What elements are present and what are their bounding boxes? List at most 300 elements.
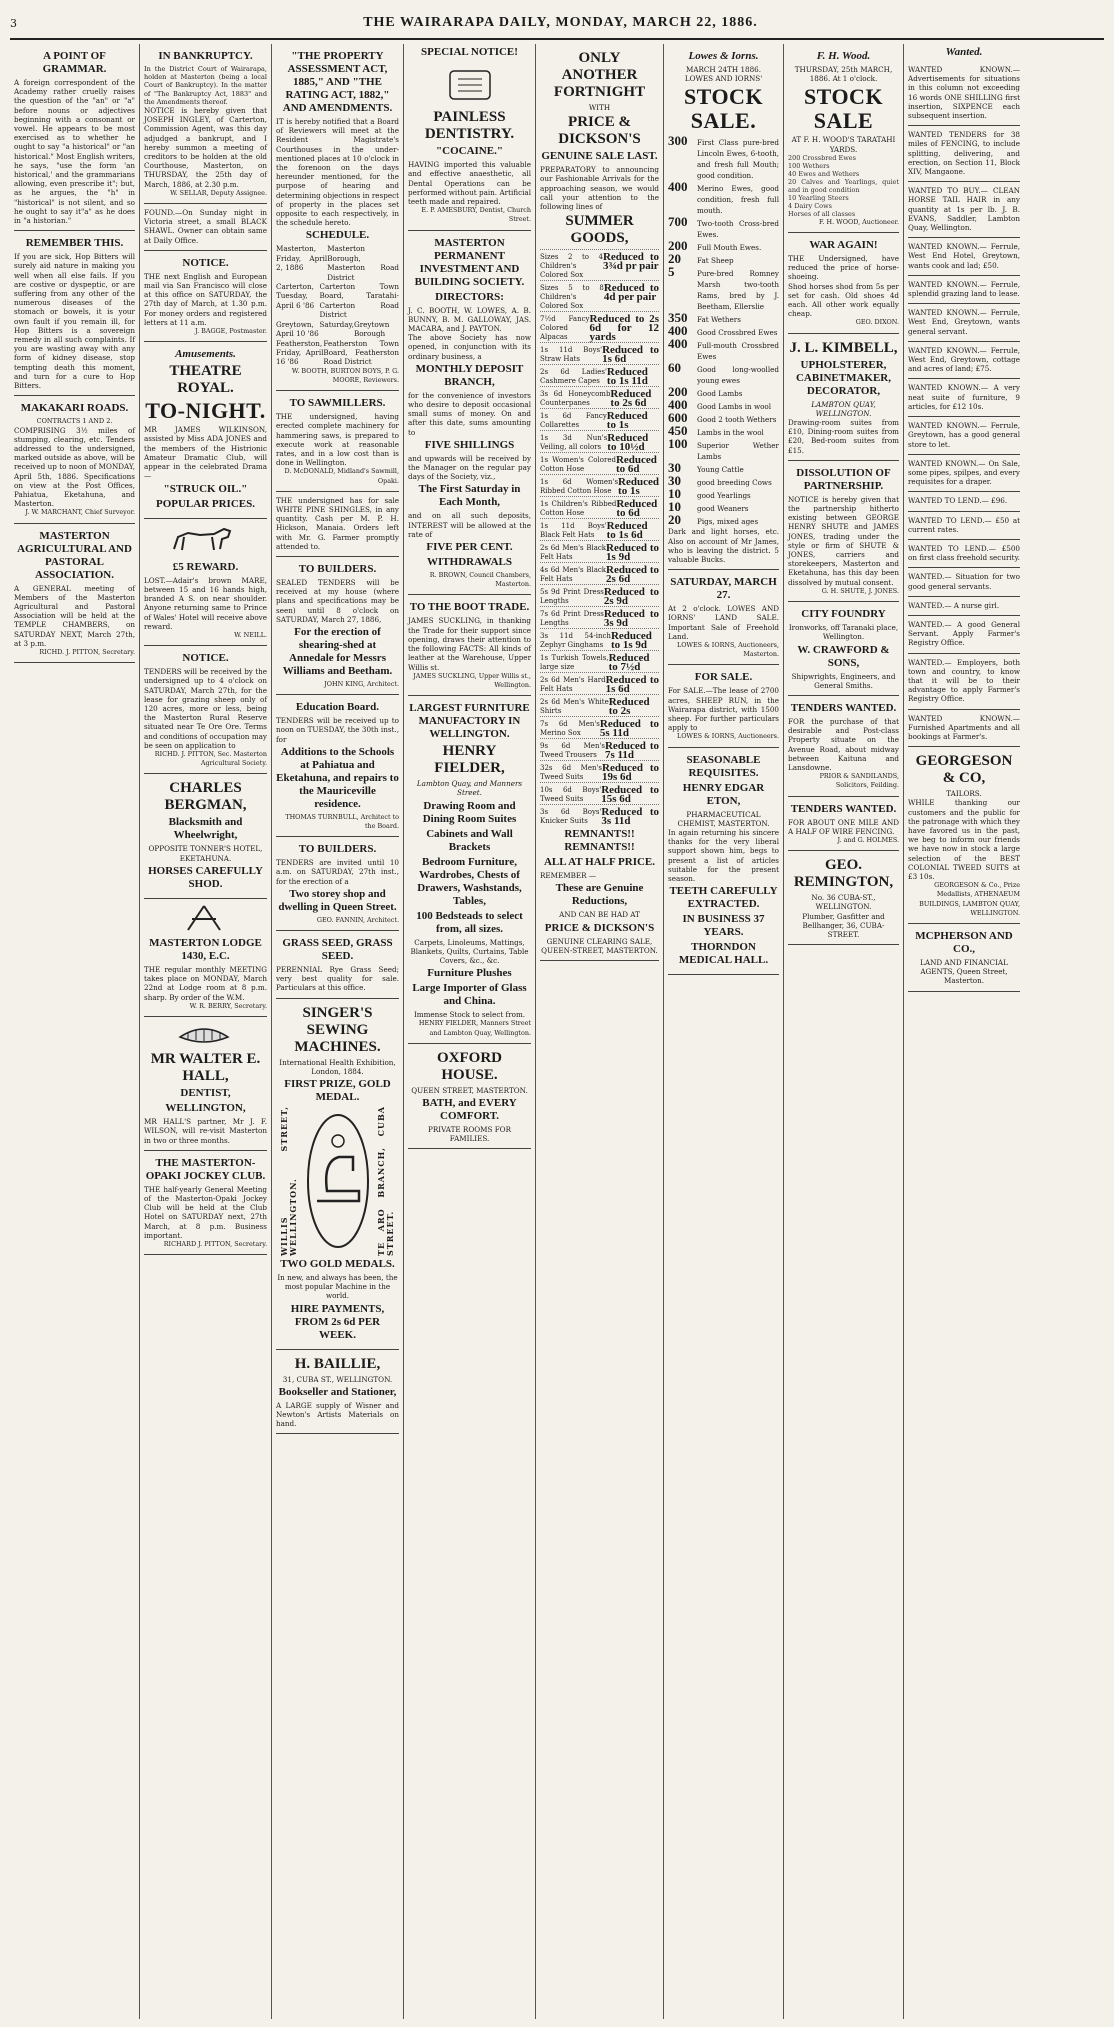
ad-body: Immense Stock to select from. <box>413 1010 526 1020</box>
price-item-desc: Sizes 2 to 4 Children's Colored Sox <box>540 253 603 280</box>
ad-heading: STOCK SALE <box>803 84 884 134</box>
price-item-desc: 1s Women's Colored Cotton Hose <box>540 456 616 474</box>
schedule-row: Carterton, Tuesday, April 6 '86 Carterton Town Board, Taratahi-Carterton Road District <box>276 282 399 320</box>
stock-lot-count: 400 <box>668 336 688 352</box>
ad-city-foundry <box>788 602 899 696</box>
ad-makakari-roads <box>14 396 135 523</box>
price-item-price: Reduced to 2s 6d <box>610 388 652 410</box>
ad-heading: ONLY ANOTHER FORTNIGHT <box>553 50 646 100</box>
stock-item-list <box>788 154 899 218</box>
ad-subheading: "COCAINE." <box>436 145 503 158</box>
notice-bankruptcy <box>144 44 267 204</box>
price-item <box>540 496 659 518</box>
stock-lot-count: 10 <box>668 486 681 502</box>
stock-lot-desc: Fat Sheep <box>697 256 734 266</box>
ad-subheading: Two storey shop and dwelling in Queen Street. <box>278 887 397 913</box>
ad-georgeson <box>908 747 1020 924</box>
price-item-desc: 3s 6d Boys' Knicker Suits <box>540 808 602 826</box>
price-item-desc: 1s 11d Boys' Straw Hats <box>540 346 603 364</box>
ad-subheading: BATH, and EVERY COMFORT. <box>422 1096 517 1122</box>
price-item-price: Reduced to 3s 9d <box>603 608 659 630</box>
ad-name: J. L. KIMBELL, <box>789 339 898 356</box>
column-6 <box>664 44 784 2019</box>
schedule-row: Masterton, Friday, April 2, 1886 Masterton Borough, Masterton Road District <box>276 244 399 282</box>
stock-lot-desc: good Yearlings <box>697 491 751 501</box>
price-item-price: Reduced to 6d <box>615 454 657 476</box>
stock-lot <box>668 488 779 501</box>
price-item-price: Reduced to 1s 6d <box>606 520 648 542</box>
price-item <box>540 474 659 496</box>
price-item-desc: 1s 3d Nun's Veiling, all colors <box>540 434 608 452</box>
theatre-name: THEATRE ROYAL. <box>169 363 242 397</box>
price-item-desc: Sizes 5 to 8 Children's Colored Sox <box>540 284 604 311</box>
ad-body: Drawing-room suites from £10, Dining-room suites from £20, Bed-room suites from £15. <box>788 418 899 455</box>
theatre-tonight: TO-NIGHT. <box>145 398 266 424</box>
stock-lot-desc: Good Lambs <box>697 389 743 399</box>
price-item <box>540 650 659 672</box>
ad-signature: LOWES & IORNS, Auctioneers, Masterton. <box>676 641 779 659</box>
ad-body: LAND AND FINANCIAL AGENTS, Queen Street, Masterton. <box>920 958 1008 986</box>
ad-building-society <box>408 231 531 596</box>
ad-heading: SATURDAY, MARCH 27. <box>670 576 777 602</box>
ad-signature: HENRY FIELDER, Manners Street and Lambton Quay, Wellington. <box>418 1019 531 1037</box>
ad-oxford-house <box>408 1044 531 1150</box>
ad-body: THE Undersigned, have reduced the price of horse-shoeing. <box>788 254 899 282</box>
ad-heading: TENDERS WANTED. <box>790 802 897 815</box>
ad-firm: Lowes & Iorns. <box>688 50 759 62</box>
ad-war-again <box>788 233 899 334</box>
price-item-desc: 10s 6d Boys' Tweed Suits <box>540 786 602 804</box>
stock-lot-desc: Full-mouth Crossbred Ewes <box>697 341 779 362</box>
remnants-heading: REMNANTS!! REMNANTS!! <box>564 828 635 854</box>
price-item <box>540 606 659 628</box>
ad-firm: F. H. Wood. <box>816 50 871 62</box>
price-item-price: Reduced to 15s 6d <box>601 784 659 806</box>
schedule-row: Greytown, Saturday, April 10 '86 Greytown Borough <box>276 319 390 339</box>
ad-line: IN BUSINESS 37 YEARS. <box>682 913 765 939</box>
price-item-price: Reduced to 1s 11d <box>606 366 648 388</box>
ad-body: A LARGE supply of Wisner and Newton's Artists Materials on hand. <box>276 1400 399 1429</box>
notice-mail <box>144 251 267 342</box>
ad-name: HENRY EDGAR ETON, <box>682 781 765 807</box>
wanted-item: WANTED KNOWN.— On Sale, some pipes, spilpes, and every requisites for a draper. <box>908 455 1020 493</box>
ad-directors: J. C. BOOTH, W. LOWES, A. B. BUNNY, B. M. GALLOWAY, JAS. MACARA, and J. PAYTON. <box>408 305 531 334</box>
ad-subheading: Additions to the Schools at Pahiatua and Eketahuna, and repairs to the Mauriceville residence. <box>276 745 399 810</box>
dentures-icon <box>144 1021 264 1047</box>
ad-signature: THOMAS TURNBULL, Architect to the Board. <box>285 812 399 830</box>
price-item-price: Reduced to 5s 11d <box>599 718 659 740</box>
price-item-desc: 5s 9d Print Dress Lengths <box>540 588 604 606</box>
stock-lot <box>668 181 779 216</box>
price-item-desc: 2s 6d Men's White Shirts <box>540 698 609 716</box>
price-item-desc: 2s 6d Men's Black Felt Hats <box>540 544 607 562</box>
page-number: 3 <box>10 16 17 30</box>
ad-agricultural-association <box>14 524 135 664</box>
ad-signature: JOHN KING, Architect. <box>324 679 399 688</box>
stock-lot <box>668 501 779 514</box>
ad-body: FOR the purchase of that desirable and Post-class Property situate on the Avenue Road, about midway between Kaituna and Lansdowne. <box>788 716 899 772</box>
ad-body: SEALED TENDERS will be received at my house (where plans and specifications may be seen) until 8 o'clock on SATURDAY, March 27, 1886, <box>276 577 399 624</box>
ad-price-dickson <box>540 44 659 961</box>
ad-address: Ironworks, off Taranaki place, Wellington. <box>788 623 899 642</box>
ad-signature: W. R. BERRY, Secretary. <box>189 1001 267 1010</box>
ad-line: Large Importer of Glass and China. <box>412 982 527 1008</box>
theatre-prices: POPULAR PRICES. <box>155 497 255 510</box>
ad-heading: TO THE BOOT TRADE. <box>409 601 530 614</box>
wanted-item: WANTED.— Situation for two good general servants. <box>908 568 1020 596</box>
ad-heading: MASTERTON LODGE 1430, E.C. <box>149 936 262 962</box>
ad-dentist-hall <box>144 1017 267 1151</box>
price-item <box>540 430 659 452</box>
ad-heading: THE MASTERTON-OPAKI JOCKEY CLUB. <box>145 1156 266 1182</box>
price-item <box>540 311 659 342</box>
ad-subheading: Blacksmith and Wheelwright, <box>168 816 243 842</box>
wanted-item: WANTED TO LEND.— £50 at current rates. <box>908 512 1020 540</box>
price-item-desc: 1s 11d Boys' Black Felt Hats <box>540 522 607 540</box>
price-item <box>540 562 659 584</box>
ad-heading: CITY FOUNDRY <box>801 608 886 621</box>
price-item-price: Reduced to 1s 9d <box>610 630 652 652</box>
ad-signature: R. BROWN, Council Chambers, Masterton. <box>429 571 531 589</box>
ad-signature: RICHD. J. PITTON, Secretary. <box>39 647 135 656</box>
crest-emblem-icon <box>408 65 532 105</box>
ad-shingles <box>276 492 399 557</box>
ad-body: JAMES SUCKLING, in thanking the Trade for their support since opening, draws their attention to the following FACTS: All kinds of leather at the Warehouse, Upper Willis st. <box>408 616 531 672</box>
ad-heading: GRASS SEED, GRASS SEED. <box>282 937 393 963</box>
stock-lot-desc: Pure-bred Romney Marsh two-tooth Rams, bred by J. Beetham, Ellerslie <box>697 269 779 312</box>
price-item-price: Reduced to 6d <box>616 498 658 520</box>
wanted-item: WANTED KNOWN.— Ferrule, West End, Greytown, wants general servant. <box>908 304 1020 342</box>
stock-lot <box>668 135 779 181</box>
notice-heading: DISSOLUTION OF PARTNERSHIP. <box>796 466 891 492</box>
stock-lot <box>668 338 779 362</box>
ad-body: Shod horses shod from 5s per set for cash. Old shoes 4d each. All other work equally cheap. <box>788 281 899 319</box>
wanted-item: WANTED TO BUY.— CLEAN HORSE TAIL HAIR in any quantity at 1s per lb. J. B. EVANS, Saddler, Lambton Quay, Wellington. <box>908 182 1020 238</box>
stock-lot-count: 20 <box>668 251 681 267</box>
ad-line: TEETH CAREFULLY EXTRACTED. <box>669 885 778 911</box>
ad-builders-shop <box>276 837 399 931</box>
ad-name: GEO. REMINGTON, <box>793 857 894 891</box>
ad-builders-shearing-shed <box>276 557 399 695</box>
price-item <box>540 672 659 694</box>
wanted-item: WANTED KNOWN.— Ferrule, splendid grazing land to lease. <box>908 276 1020 304</box>
ad-remington <box>788 851 899 945</box>
ad-body: FOR ABOUT ONE MILE AND A HALF OF WIRE FENCING. <box>788 817 899 836</box>
ad-subheading: GENUINE SALE LAST. <box>541 150 658 163</box>
ad-trade: UPHOLSTERER, CABINETMAKER, DECORATOR, <box>795 358 892 397</box>
ad-body: COMPRISING 3½ miles of stumping, clearing, etc. Tenders addressed to the undersigned, marked outside as above, will be received up to noon of MONDAY, April 5th, 1886. Specifications on view at the Post Offices, Pahiatua, Eketahuna, and Masterton. <box>14 425 135 509</box>
stock-lot-desc: Good long-woolled young ewes <box>697 365 779 386</box>
article-heading: REMEMBER THIS. <box>25 237 124 250</box>
wanted-item: WANTED TENDERS for 38 miles of FENCING, to include splitting, delivering, and erection, on Section 11, Block XIV, Mangaone. <box>908 126 1020 182</box>
stock-item: 200 Crossbred Ewes <box>788 153 856 162</box>
price-item-desc: 7s 6d Men's Merino Sox <box>540 720 600 738</box>
price-item-price: Reduced to 3s 11d <box>601 806 659 828</box>
ad-signature: PRIOR & SANDILANDS, Solicitors, Feilding. <box>819 772 899 790</box>
ad-heading: SEASONABLE REQUISITES. <box>686 753 761 779</box>
stock-lot <box>668 514 779 527</box>
ad-directors-label: DIRECTORS: <box>435 290 504 303</box>
horse-icon <box>144 523 264 557</box>
price-item <box>540 782 659 804</box>
notice-found <box>144 204 267 251</box>
ad-location: WELLINGTON, <box>165 1102 246 1115</box>
ad-address: Lambton Quay, and Manners Street. <box>416 779 523 798</box>
ad-subheading: For the erection of shearing-shed at Annedale for Messrs Williams and Beetham. <box>282 625 393 677</box>
ad-body: THE undersigned, having erected complete machinery for hammering saws, is prepared to execute work at reasonable rates, and in a low cost than is done in Wellington. <box>276 412 399 468</box>
ad-fh-wood <box>788 44 899 233</box>
article-body: If you are sick, Hop Bitters will surely aid nature in making you well when all else fails. If you are costive or dyspeptic, or are suffering from any other of the numerous diseases of the stomach or bowels, it is your own fault if you remain ill, for Hop Bitters is a sovereign remedy in all such complaints. If you are wasting away with any form of kidney disease, stop tempting death this moment, and turn for a cure to Hop Bitters. <box>14 252 135 391</box>
ad-signature: LOWES & IORNS, Auctioneers. <box>676 732 779 741</box>
price-item-price: Reduced to 1s <box>618 476 659 498</box>
stock-lot-count: 200 <box>668 384 688 400</box>
price-item <box>540 804 659 826</box>
wanted-item: WANTED.— Employers, both town and country, to know that it will be to their advantage to apply Farmer's Registry Office. <box>908 654 1020 710</box>
ad-body: and on all such deposits, INTEREST will be allowed at the rate of <box>408 511 531 539</box>
ad-subheading: CONTRACTS 1 AND 2. <box>36 417 113 426</box>
ad-body: Dark and light horses, etc. Also on account of Mr James, who is leaving the district. 5 valuable Bucks. <box>668 527 779 565</box>
stock-lot-desc: good breeding Cows <box>697 478 772 488</box>
stock-lot-count: 400 <box>668 397 688 413</box>
genuine-label: These are Genuine Reductions, <box>555 882 644 908</box>
theatre-body: MR JAMES WILKINSON, assisted by Miss ADA JONES and the members of the Histrionic Amateur Dramatic Club, will appear in the celebrated Drama — <box>144 425 267 481</box>
ad-signature: W. NEILL. <box>234 630 267 639</box>
ad-heading: CHARLES BERGMAN, <box>164 780 247 814</box>
ad-body: PERENNIAL Rye Grass Seed; very best quality for sale. Particulars at this office. <box>276 965 399 993</box>
ad-body: WHILE thanking our customers and the public for the patronage with which they have favored us in the past, we beg to inform our friends we have now in stock a large selection of the BEST COLONIAL TWEED SUITS at £3 10s. <box>908 798 1020 881</box>
ad-line: 100 Bedsteads to select from, all sizes. <box>416 909 523 935</box>
ad-signature: J. W. MARCHANT, Chief Surveyor. <box>25 508 135 517</box>
ad-body: PRIVATE ROOMS FOR FAMILIES. <box>428 1124 511 1144</box>
price-item <box>540 452 659 474</box>
ad-land-sale <box>668 570 779 665</box>
price-item-price: Reduced to 1s 9d <box>606 542 659 564</box>
ad-body: AND CAN BE HAD AT <box>559 910 640 920</box>
ad-tenders-property <box>788 696 899 797</box>
price-item <box>540 249 659 280</box>
notice-grazing-tenders <box>144 646 267 774</box>
ad-amount: FIVE SHILLINGS <box>424 438 515 451</box>
ad-line: THORNDON MEDICAL HALL. <box>678 941 769 967</box>
article-remember-this <box>14 231 135 396</box>
ad-date: THURSDAY, 25th MARCH, 1886. At 1 o'clock. <box>794 65 893 84</box>
ad-education-board <box>276 695 399 837</box>
ad-connector: WITH <box>588 103 611 112</box>
stock-lot-count: 30 <box>668 460 681 476</box>
stock-lot-count: 5 <box>668 264 675 280</box>
price-item <box>540 342 659 364</box>
wanted-item: WANTED.— A good General Servant. Apply Farmer's Registry Office. <box>908 616 1020 654</box>
ad-body: LOST.—Adair's brown MARE, between 15 and 16 hands high, branded A S. on near shoulder. Anyone returning same to Prince of Wales' Hotel will receive above reward. <box>144 575 267 631</box>
price-item-desc: 32s 6d Men's Tweed Suits <box>540 764 603 782</box>
stock-lot-desc: good Weaners <box>697 504 749 514</box>
price-item-price: Reduced to 1s 6d <box>602 344 659 366</box>
notice-heading: NOTICE. <box>182 256 229 269</box>
ad-grass-seed <box>276 931 399 999</box>
ad-body: In again returning his sincere thanks for the very liberal support shown him, begs to present a list of articles suitable for the present season. <box>668 828 779 884</box>
newspaper-title: THE WAIRARAPA DAILY, MONDAY, MARCH 22, 1886. <box>363 15 758 30</box>
price-item-price: Reduced to 10½d <box>607 432 649 454</box>
ad-heading: MAKAKARI ROADS. <box>20 402 129 415</box>
price-item <box>540 408 659 430</box>
ad-heading: Education Board. <box>295 701 380 714</box>
stock-lot <box>668 266 779 312</box>
ad-trade: PHARMACEUTICAL CHEMIST, MASTERTON. <box>677 809 770 828</box>
ad-body: THE undersigned has for sale WHITE PINE SHINGLES, in any quantity. Cash per M. P. H. Hickson, Manaia. Orders left with Mr. G. Farmer promptly attended to. <box>276 495 399 551</box>
notice-dissolution <box>788 461 899 602</box>
stock-lot-desc: Lambs in the wool <box>697 428 764 438</box>
stock-lot-count: 10 <box>668 499 681 515</box>
ad-heading: MR WALTER E. HALL, <box>150 1051 261 1085</box>
stock-lot-desc: Good Lambs in wool <box>697 402 772 412</box>
ad-heading: TO BUILDERS. <box>298 562 377 575</box>
ad-body: OPPOSITE TONNER'S HOTEL, EKETAHUNA. <box>148 844 263 863</box>
schedule-heading: SCHEDULE. <box>305 229 370 242</box>
stock-lot-desc: Superior Wether Lambs <box>697 441 779 462</box>
price-item-price: Reduced to 2s 9d <box>603 586 659 608</box>
ad-store-name: PRICE & DICKSON'S <box>544 921 655 934</box>
column-4 <box>404 44 536 2019</box>
stock-lot-desc: First Class pure-bred Lincoln Ewes, 6-tooth, and fresh full Mouth; good condition. <box>697 138 779 181</box>
price-item-price: Reduced to 19s 6d <box>602 762 659 784</box>
stock-lot-count: 600 <box>668 410 688 426</box>
ad-boot-trade <box>408 595 531 696</box>
wanted-item: WANTED KNOWN.— Furnished Apartments and all bookings at Farmer's. <box>908 710 1020 748</box>
stock-lot-desc: Good 2 tooth Wethers <box>697 415 777 425</box>
column-2 <box>140 44 272 2019</box>
ad-signature: RICHARD J. PITTON, Secretary. <box>163 1240 267 1249</box>
stock-lot-count: 350 <box>668 310 688 326</box>
ad-firm-line: LOWES AND IORNS' <box>684 74 763 84</box>
column-8 <box>904 44 1024 2019</box>
ad-name: MCPHERSON AND CO., <box>915 930 1013 956</box>
ad-heading: FOR SALE. <box>694 671 753 684</box>
section-heading: Amusements. <box>175 348 236 361</box>
ad-heading: PAINLESS DENTISTRY. <box>424 109 515 143</box>
notice-body: NOTICE is hereby given that JOSEPH INGLEY, of Carterton, Commission Agent, was this day adjudged a bankrupt, and I hereby summon a meeting of creditors to be holden at the old Courthouse, Masterton, on THURSDAY, the 25th day of March, 1886, at 2.30 p.m. <box>144 106 267 189</box>
stock-lot-count: 400 <box>668 179 688 195</box>
price-item-desc: 3s 6d Honeycomb Counterpanes <box>540 390 611 408</box>
ad-body: The above Society has now opened, in conjunction with its ordinary business, a <box>408 333 531 361</box>
ad-name: HENRY FIELDER, <box>434 743 505 777</box>
ad-signature: GEO. FANNIN, Architect. <box>316 915 399 924</box>
ad-address: No. 36 CUBA-ST., WELLINGTON. <box>811 893 876 912</box>
price-item <box>540 540 659 562</box>
ad-trade: TAILORS. <box>946 789 982 799</box>
price-list <box>540 249 659 826</box>
ad-body: THE half-yearly General Meeting of the Masterton-Opaki Jockey Club will be held at the Club Hotel on SATURDAY next, 27th March, at 8 p.m. Business important. <box>144 1184 267 1240</box>
ad-line: Cabinets and Wall Brackets <box>426 827 513 853</box>
ad-heading: WAR AGAIN! <box>809 239 878 252</box>
ad-heading: MASTERTON PERMANENT INVESTMENT AND BUILDING SOCIETY. <box>414 236 525 288</box>
ad-heading: SINGER'S SEWING MACHINES. <box>294 1004 381 1055</box>
stock-lot-desc: Two-tooth Cross-bred Ewes. <box>697 219 779 240</box>
ad-heading: MASTERTON AGRICULTURAL AND PASTORAL ASSOCIATION. <box>17 529 132 581</box>
ad-henry-fielder <box>408 696 531 1044</box>
singer-address-left: WILLIS STREET, WELLINGTON. <box>279 1106 299 1257</box>
price-item-desc: 1s 6d Fancy Collarettes <box>540 412 607 430</box>
notice-assessment-act <box>276 44 399 391</box>
stock-lot-count: 100 <box>668 436 688 452</box>
ad-signature: GEO. DIXON. <box>855 318 899 327</box>
ad-reward <box>144 519 267 647</box>
price-item-desc: 1s 6d Women's Ribbed Cotton Hose <box>540 478 619 496</box>
stock-lot <box>668 462 779 475</box>
ad-line: Furniture Plushes <box>427 967 512 980</box>
ad-body: International Health Exhibition, London, 1884. <box>279 1057 396 1076</box>
ad-body: Shipwrights, Engineers, and General Smiths. <box>791 671 896 690</box>
price-item <box>540 584 659 606</box>
wanted-heading: Wanted. <box>945 46 983 58</box>
price-item <box>540 364 659 386</box>
ad-heading: £5 REWARD. <box>172 560 239 573</box>
wanted-item: WANTED TO LEND.— £500 on first class freehold security. <box>908 540 1020 568</box>
price-item-price: Reduced to 2s 6d <box>606 564 659 586</box>
ad-subheading: Bookseller and Stationer, <box>278 1385 397 1398</box>
ad-mcpherson <box>908 924 1020 992</box>
stock-lot <box>668 438 779 462</box>
ad-theatre-royal <box>144 342 267 518</box>
ad-body: THE regular monthly MEETING takes place on MONDAY, March 22nd at Lodge room at 8 p.m. sharp. By order of the W.M. <box>144 964 267 1002</box>
ad-signature: F. H. WOOD, Auctioneer. <box>819 217 899 226</box>
price-item-price: Reduced to 2s <box>608 696 650 718</box>
notice-body: TENDERS will be received by the undersigned up to 4 o'clock on SATURDAY, March 27th, for the lease for grazing sheep only of 120 acres, more or less, being the Masterton Rural Reserve situated near Te Ore Ore. Terms and conditions of occupation may be seen on application to <box>144 667 267 750</box>
notice-signature: G. H. SHUTE, J. JONES. <box>821 586 899 595</box>
ad-jockey-club <box>144 1151 267 1255</box>
singer-address-right: TE ARO BRANCH, CUBA STREET. <box>375 1106 395 1257</box>
ad-body: TENDERS are invited until 10 a.m. on SATURDAY, 27th inst., for the erection of a <box>276 858 399 886</box>
ad-heading: H. BAILLIE, <box>294 1355 381 1372</box>
masthead <box>10 8 1104 40</box>
notice-heading: "THE PROPERTY ASSESSMENT ACT, 1885," AND "THE RATING ACT, 1882," AND AMENDMENTS. <box>282 50 393 114</box>
wanted-item: WANTED KNOWN.— Ferrule, West End, Greytown, cottage and acres of land; £75. <box>908 342 1020 380</box>
wanted-item: WANTED KNOWN.— Ferrule, Greytown, has a good general store to let. <box>908 417 1020 455</box>
stock-lot-desc: Good Crossbred Ewes <box>697 328 778 338</box>
ad-withdrawals: WITHDRAWALS <box>427 556 512 569</box>
price-item <box>540 694 659 716</box>
wanted-item: WANTED.— A nurse girl. <box>908 597 1020 616</box>
ad-address: LAMBTON QUAY, WELLINGTON. <box>811 399 876 418</box>
price-item-price: Reduced to 2s 6d for 12 yards <box>589 313 659 344</box>
notice-body: THE next English and European mail via San Francisco will close at this office on SATURDAY, the 27th day of March, at 1.30 p.m. For money orders and registered letters at 11 a.m. <box>144 271 267 327</box>
stock-lot-count: 300 <box>668 133 688 149</box>
wanted-item: WANTED TO LEND.— £96. <box>908 492 1020 511</box>
stock-lot <box>668 216 779 240</box>
article-body: A foreign correspondent of the Academy rather cruelly raises the question of the "an" or "a" before nouns or adjectives beginning with a consonant or vowel. He appears to be most exercised as to whether he ought to say "a historical" or "an historical." Most English writers, he says, "use the form 'an historical,' and the grammarians allowing, even prescribe it"; but, as he argues, the "h" in "historical" is not silent, and so he ought to say it"a" as he does in "a historian." <box>14 78 135 226</box>
play-title: "STRUCK OIL." <box>163 482 248 495</box>
stock-lot-count: 20 <box>668 512 681 528</box>
stock-lot-list <box>668 135 779 527</box>
sewing-machine-icon <box>303 1111 373 1251</box>
price-item-desc: 1s Turkish Towels, large size <box>540 654 609 672</box>
ad-season: SUMMER GOODS, <box>565 213 634 247</box>
remnants-subheading: ALL AT HALF PRICE. <box>543 856 656 869</box>
ad-body: PREPARATORY to announcing our Fashionable Arrivals for the approaching season, we would call your attention to the following lines of <box>540 165 659 212</box>
wanted-item: WANTED KNOWN.— A very neat suite of furniture, 9 articles, for £12 10s. <box>908 379 1020 417</box>
ad-painless-dentistry <box>408 61 531 231</box>
stock-item: 100 Wethers <box>788 161 830 170</box>
stock-lot <box>668 253 779 266</box>
stock-lot-desc: Full Mouth Ewes. <box>697 243 762 253</box>
ad-branch: MONTHLY DEPOSIT BRANCH, <box>415 362 524 388</box>
stock-item: 10 Yearling Steers <box>788 193 849 202</box>
ad-name: W. CRAWFORD & SONS, <box>797 643 890 669</box>
ad-signature: J. and G. HOLMES. <box>837 835 899 844</box>
column-1 <box>10 44 140 2019</box>
wanted-list <box>908 61 1020 747</box>
ad-heading: TO SAWMILLERS. <box>289 397 386 410</box>
ad-sawmillers <box>276 391 399 492</box>
